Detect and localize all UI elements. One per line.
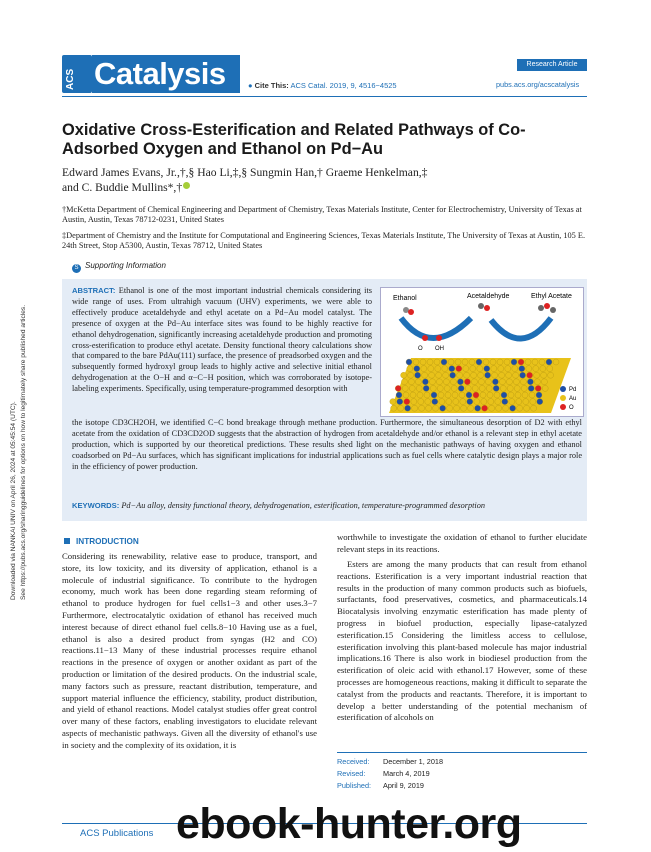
toc-surface-atom — [486, 385, 492, 391]
toc-surface-atom — [418, 399, 424, 405]
toc-surface-atom — [493, 385, 499, 391]
toc-surface-atom — [480, 392, 486, 398]
toc-surface-atom — [528, 385, 534, 391]
toc-species-o: O — [418, 346, 423, 352]
toc-surface-atom — [425, 399, 431, 405]
toc-surface-atom — [498, 366, 504, 372]
toc-surface-atom — [408, 379, 414, 385]
keywords-text: Pd−Au alloy, density functional theory, dehydrogenation, esterification, temperature-programmed desorption — [121, 501, 486, 510]
toc-surface-atom — [553, 359, 559, 365]
toc-surface-atom — [405, 405, 411, 411]
toc-surface-atom — [449, 366, 455, 372]
toc-surface-atom — [502, 399, 508, 405]
toc-surface-atom — [432, 399, 438, 405]
toc-surface-atom — [451, 385, 457, 391]
acs-publications-logo: ACS Publications — [80, 828, 154, 839]
toc-surface-atom — [508, 392, 514, 398]
toc-surface-atom — [406, 359, 412, 365]
keywords — [72, 501, 582, 510]
toc-surface-atom — [452, 392, 458, 398]
toc-surface-atom — [479, 385, 485, 391]
revised-date: March 4, 2019 — [383, 769, 430, 778]
toc-surface-atom — [527, 372, 533, 378]
toc-surface-atom — [504, 359, 510, 365]
toc-surface-atom — [395, 385, 401, 391]
toc-surface-atom — [468, 405, 474, 411]
toc-surface-atom — [412, 405, 418, 411]
toc-surface-atom — [519, 366, 525, 372]
journal-url[interactable]: pubs.acs.org/acscatalysis — [496, 80, 580, 89]
toc-species-oh: OH — [435, 346, 444, 352]
toc-surface-atom — [474, 399, 480, 405]
toc-surface-atom — [537, 399, 543, 405]
toc-surface-atom — [443, 372, 449, 378]
toc-surface-atom — [401, 372, 407, 378]
toc-surface-atom — [507, 385, 513, 391]
toc-surface-atom — [444, 385, 450, 391]
toc-surface-atom — [510, 405, 516, 411]
toc-surface-atom — [539, 359, 545, 365]
toc-surface-atom — [513, 372, 519, 378]
toc-surface-atom — [396, 392, 402, 398]
toc-surface-atom — [435, 366, 441, 372]
toc-surface-atom — [438, 392, 444, 398]
toc-illustration — [381, 288, 583, 416]
authors-line1[interactable]: Edward James Evans, Jr.,†,§ Hao Li,‡,§ Sungmin Han,† Graeme Henkelman,‡ — [62, 166, 428, 179]
toc-surface-atom — [517, 405, 523, 411]
toc-surface-atom — [446, 399, 452, 405]
toc-surface-atom — [431, 392, 437, 398]
toc-surface-atom — [473, 392, 479, 398]
toc-surface-atom — [471, 372, 477, 378]
toc-surface-atom — [424, 392, 430, 398]
toc-surface-atom — [518, 359, 524, 365]
toc-surface-atom — [540, 366, 546, 372]
toc-surface-atom — [417, 392, 423, 398]
toc-surface-atom — [461, 405, 467, 411]
supporting-info-link[interactable]: S Supporting Information — [72, 261, 166, 273]
toc-surface-atom — [485, 379, 491, 385]
toc-surface-atom — [458, 385, 464, 391]
toc-surface-atom — [489, 405, 495, 411]
toc-surface-atom — [457, 372, 463, 378]
toc-surface-atom — [520, 379, 526, 385]
orcid-icon[interactable] — [183, 182, 190, 189]
toc-surface-atom — [430, 385, 436, 391]
toc-surface-atom — [523, 399, 529, 405]
download-note-line2: See https://pubs.acs.org/sharingguidelines for options on how to legitimately share published articles. — [20, 304, 27, 600]
toc-label-ethanol: Ethanol — [393, 295, 417, 302]
toc-surface-atom — [408, 372, 414, 378]
toc-surface-atom — [429, 372, 435, 378]
toc-surface-atom — [397, 399, 403, 405]
toc-surface-atom — [391, 405, 397, 411]
abstract-text-top — [72, 286, 372, 395]
received-date: December 1, 2018 — [383, 757, 444, 766]
toc-surface-atom — [407, 366, 413, 372]
toc-surface-atom — [477, 366, 483, 372]
article-title: Oxidative Cross-Esterification and Related Pathways of Co-Adsorbed Oxygen and Ethanol on Pd−Au — [62, 121, 526, 158]
toc-surface-atom — [515, 392, 521, 398]
toc-surface-atom — [506, 379, 512, 385]
toc-surface-atom — [530, 399, 536, 405]
toc-surface-atom — [445, 392, 451, 398]
citation: ● Cite This: ACS Catal. 2019, 9, 4516−4525 — [248, 81, 397, 90]
toc-surface-atom — [496, 405, 502, 411]
toc-surface-atom — [492, 379, 498, 385]
toc-surface-atom — [522, 392, 528, 398]
toc-surface-atom — [478, 372, 484, 378]
toc-surface-atom — [541, 379, 547, 385]
toc-surface-atom — [513, 379, 519, 385]
toc-surface-atom — [402, 385, 408, 391]
toc-surface-atom — [413, 359, 419, 365]
toc-surface-atom — [464, 379, 470, 385]
toc-surface-atom — [487, 392, 493, 398]
toc-surface-atom — [514, 385, 520, 391]
toc-surface-atom — [511, 359, 517, 365]
toc-surface-atom — [440, 405, 446, 411]
acs-logo: ACS — [62, 55, 92, 93]
toc-surface-atom — [548, 372, 554, 378]
toc-surface-atom — [495, 399, 501, 405]
toc-surface-atom — [531, 405, 537, 411]
toc-surface-atom — [436, 379, 442, 385]
toc-surface-atom — [532, 359, 538, 365]
toc-surface-atom — [401, 379, 407, 385]
toc-surface-atom — [422, 379, 428, 385]
toc-surface-atom — [428, 366, 434, 372]
toc-surface-atom — [527, 379, 533, 385]
article-dates: Received: December 1, 2018 Revised: March 4, 2019 Published: April 9, 2019 — [337, 752, 587, 792]
toc-surface-atom — [429, 379, 435, 385]
toc-surface-atom — [447, 405, 453, 411]
toc-surface-atom — [460, 399, 466, 405]
affiliation-2: ‡Department of Chemistry and the Institute for Computational and Engineering Sciences, Texas Materials Institute, The University of Texas at Austin, 105 E. 24th Street, Stop A5300, Austin, Texas 78712, United States — [62, 231, 586, 251]
toc-surface-atom — [398, 405, 404, 411]
toc-surface-atom — [482, 405, 488, 411]
toc-surface-atom — [421, 366, 427, 372]
toc-surface-atom — [450, 372, 456, 378]
cite-label: Cite This: — [254, 81, 289, 90]
toc-surface-atom — [442, 366, 448, 372]
toc-surface-atom — [526, 366, 532, 372]
toc-legend-o: O — [569, 405, 574, 411]
toc-surface-atom — [433, 405, 439, 411]
affiliation-1: †McKetta Department of Chemical Engineering and Department of Chemistry, Texas Materials Institute, Center for Electrochemistry, University of Texas at Austin, Austin, Texas 78712-0231, United States — [62, 205, 582, 225]
toc-surface-atom — [529, 392, 535, 398]
toc-surface-atom — [443, 379, 449, 385]
toc-surface-atom — [436, 372, 442, 378]
toc-surface-atom — [500, 385, 506, 391]
toc-surface-atom — [533, 366, 539, 372]
toc-surface-atom — [470, 366, 476, 372]
supporting-info-icon: S — [72, 264, 81, 273]
toc-legend-au: Au — [569, 396, 577, 402]
section-heading-introduction: INTRODUCTION — [64, 537, 139, 546]
toc-surface-atom — [499, 379, 505, 385]
toc-surface-atom — [420, 359, 426, 365]
toc-surface-atom — [535, 385, 541, 391]
toc-surface-atom — [448, 359, 454, 365]
journal-logo: Catalysis — [92, 55, 240, 93]
toc-surface-atom — [483, 359, 489, 365]
toc-surface-atom — [506, 372, 512, 378]
toc-surface-atom — [521, 385, 527, 391]
toc-surface-atom — [409, 385, 415, 391]
published-date: April 9, 2019 — [383, 781, 424, 790]
author-list — [62, 166, 582, 195]
abstract-part2: the isotope CD3CH2OH, we identified C−C bond breakage through methane production. Furthermore, the simultaneous desorption of D2 with ethyl acetate from the oxidation of CD3CD2OD suggests that the abstraction of hydrogen from acetaldehyde and/or ethanol is a relevant step in ethyl acetate production, which is supported by our theoretical predictions. These results shed light on the mechanistic pathways of having oxygen and ethanol coadsorbed on Pd−Au surfaces, which has significant implications for industrial applications such as fuel cells where catalytic design plays a major role in the efficiency of power production. — [72, 418, 582, 471]
right-column-p2: Esters are among the many products that can result from ethanol reactions. Esterification is a very important industrial reaction that results in the production of many common products such as biofuels, surfactants, food preservatives, cosmetics, and pharmaceuticals.14 Biocatalysis involving enzymatic esterification has made plenty of progress in biofuel production, especially lipase-catalyzed esterification.15 Considering the limitless access to cellulose, esterification involving this plant-based molecule has major industrial implications.16 There is also work in biodiesel production from the esterification of oleic acid with ethanol.17 However, some of these processes are homogeneous reactions, making it difficult to separate the catalyst from the products and reactants. Therefore, it is important to develop a better understanding of the potential mechanism of esterification of alcohols on — [337, 559, 587, 723]
left-column-text: Considering its renewability, relative ease to produce, transport, and store, its low toxicity, and its diversity of application, ethanol is a molecule of industrial significance. To contribute to the hydrogen economy, much work has been done regarding steam reforming of ethanol to produce hydrogen for fuel cells1−3 and other uses.3−7 Furthermore, electrocatalytic oxidation of ethanol has received much interest because of direct ethanol fuel cells.8−10 Having use as a fuel, ethanol is also a desired product from syngas (H2 and CO) reactions.11−13 Many of these industrial processes require ethanol reactions in the presence of oxygen or another oxidant as part of the production or limitation of the desired products. On the industrial scale, many factors such as pressure, reactant distribution, temperature, and support material influence the efficiency, stability, product distribution, and yield of ethanol reactions. Model catalyst studies offer great control over many of these factors, enabling investigators to elucidate relevant aspects of mechanistic pathways. Given all the diversity of ethanol's use in society and the complexity of its oxidation, it is — [62, 551, 317, 750]
toc-surface-atom — [503, 405, 509, 411]
toc-surface-atom — [534, 379, 540, 385]
toc-surface-atom — [497, 359, 503, 365]
toc-label-ethyl-acetate: Ethyl Acetate — [531, 293, 572, 300]
toc-surface-atom — [453, 399, 459, 405]
toc-surface-atom — [492, 372, 498, 378]
toc-surface-atom — [467, 399, 473, 405]
toc-graphic[interactable] — [380, 287, 584, 417]
toc-surface-atom — [488, 399, 494, 405]
toc-surface-atom — [415, 372, 421, 378]
toc-surface-atom — [546, 359, 552, 365]
toc-surface-atom — [457, 379, 463, 385]
toc-surface-atom — [501, 392, 507, 398]
toc-surface-atom — [437, 385, 443, 391]
cite-link[interactable]: ACS Catal. 2019, 9, 4516−4525 — [290, 81, 397, 90]
toc-surface-atom — [411, 399, 417, 405]
download-note-line1: Downloaded via NANKAI UNIV on April 26, 2024 at 05:45:54 (UTC). — [10, 401, 17, 600]
toc-surface-atom — [414, 366, 420, 372]
authors-line2[interactable]: and C. Buddie Mullins*,† — [62, 180, 183, 194]
header-divider — [62, 96, 587, 97]
abstract-part1: Ethanol is one of the most important industrial chemicals considering its wide range of uses. From ultrahigh vacuum (UHV) experiments, we were able to effectively produce acetaldehyde and ethyl acetate on a Pd−Au model catalyst. The presence of oxygen at the Pd−Au interface sites was found to be highly reactive for ethanol dehydrogenation, significantly increasing acetaldehyde production and promoting cross-esterification to produce ethyl acetate. Density functional theory calculations show that compared to the bare PdAu(111) surface, the presence of preadsorbed oxygen and the subsequently formed hydroxyl group leads to highly active and selective initial ethanol dehydrogenation at the O−H and α−C−H position, which was corroborated by isotope-labeling experiments. Specifically, using temperature-programmed desorption with — [72, 286, 372, 394]
toc-surface-atom — [499, 372, 505, 378]
toc-surface-atom — [525, 359, 531, 365]
toc-surface-atom — [459, 392, 465, 398]
right-column-p1: worthwhile to investigate the oxidation of ethanol to further elucidate relevant steps in its reactions. — [337, 532, 587, 554]
toc-label-acetaldehyde: Acetaldehyde — [467, 293, 510, 300]
article-type-badge: Research Article — [517, 59, 587, 71]
toc-surface-atom — [427, 359, 433, 365]
toc-surface-atom — [466, 392, 472, 398]
watermark: ebook-hunter.org — [176, 800, 522, 848]
toc-surface-atom — [455, 359, 461, 365]
toc-surface-atom — [415, 379, 421, 385]
toc-surface-atom — [547, 366, 553, 372]
toc-surface-atom — [403, 392, 409, 398]
abstract-label: ABSTRACT: — [72, 286, 116, 295]
toc-surface-atom — [423, 385, 429, 391]
toc-surface-atom — [512, 366, 518, 372]
toc-surface-atom — [475, 405, 481, 411]
toc-surface-atom — [536, 392, 542, 398]
toc-surface-atom — [390, 399, 396, 405]
toc-surface-atom — [422, 372, 428, 378]
toc-surface-atom — [454, 405, 460, 411]
toc-surface-atom — [484, 366, 490, 372]
download-note — [2, 270, 30, 600]
toc-surface-atom — [524, 405, 530, 411]
toc-surface-atom — [439, 399, 445, 405]
toc-surface-atom — [481, 399, 487, 405]
toc-surface-atom — [469, 359, 475, 365]
toc-surface-atom — [450, 379, 456, 385]
toc-arrow-2 — [491, 318, 551, 339]
toc-surface-atom — [419, 405, 425, 411]
toc-surface-atom — [490, 359, 496, 365]
toc-surface-atom — [471, 379, 477, 385]
toc-surface-atom — [542, 385, 548, 391]
toc-surface-atom — [462, 359, 468, 365]
toc-arrow-1 — [401, 318, 471, 338]
keywords-label: KEYWORDS: — [72, 501, 120, 510]
toc-surface-atom — [404, 399, 410, 405]
toc-surface-atom — [534, 372, 540, 378]
toc-surface-atom — [465, 385, 471, 391]
toc-surface-atom — [485, 372, 491, 378]
toc-surface-atom — [541, 372, 547, 378]
toc-surface-atom — [426, 405, 432, 411]
toc-surface-atom — [516, 399, 522, 405]
toc-surface-atom — [509, 399, 515, 405]
toc-surface-atom — [410, 392, 416, 398]
toc-surface-atom — [494, 392, 500, 398]
toc-surface-atom — [478, 379, 484, 385]
toc-surface-atom — [476, 359, 482, 365]
toc-surface-atom — [434, 359, 440, 365]
toc-surface-atom — [463, 366, 469, 372]
toc-surface-atom — [472, 385, 478, 391]
toc-surface-atom — [491, 366, 497, 372]
toc-surface-atom — [505, 366, 511, 372]
toc-legend-pd: Pd — [569, 387, 577, 393]
toc-surface-atom — [464, 372, 470, 378]
toc-surface-atom — [456, 366, 462, 372]
toc-surface-atom — [441, 359, 447, 365]
toc-surface-atom — [416, 385, 422, 391]
toc-surface-atom — [520, 372, 526, 378]
